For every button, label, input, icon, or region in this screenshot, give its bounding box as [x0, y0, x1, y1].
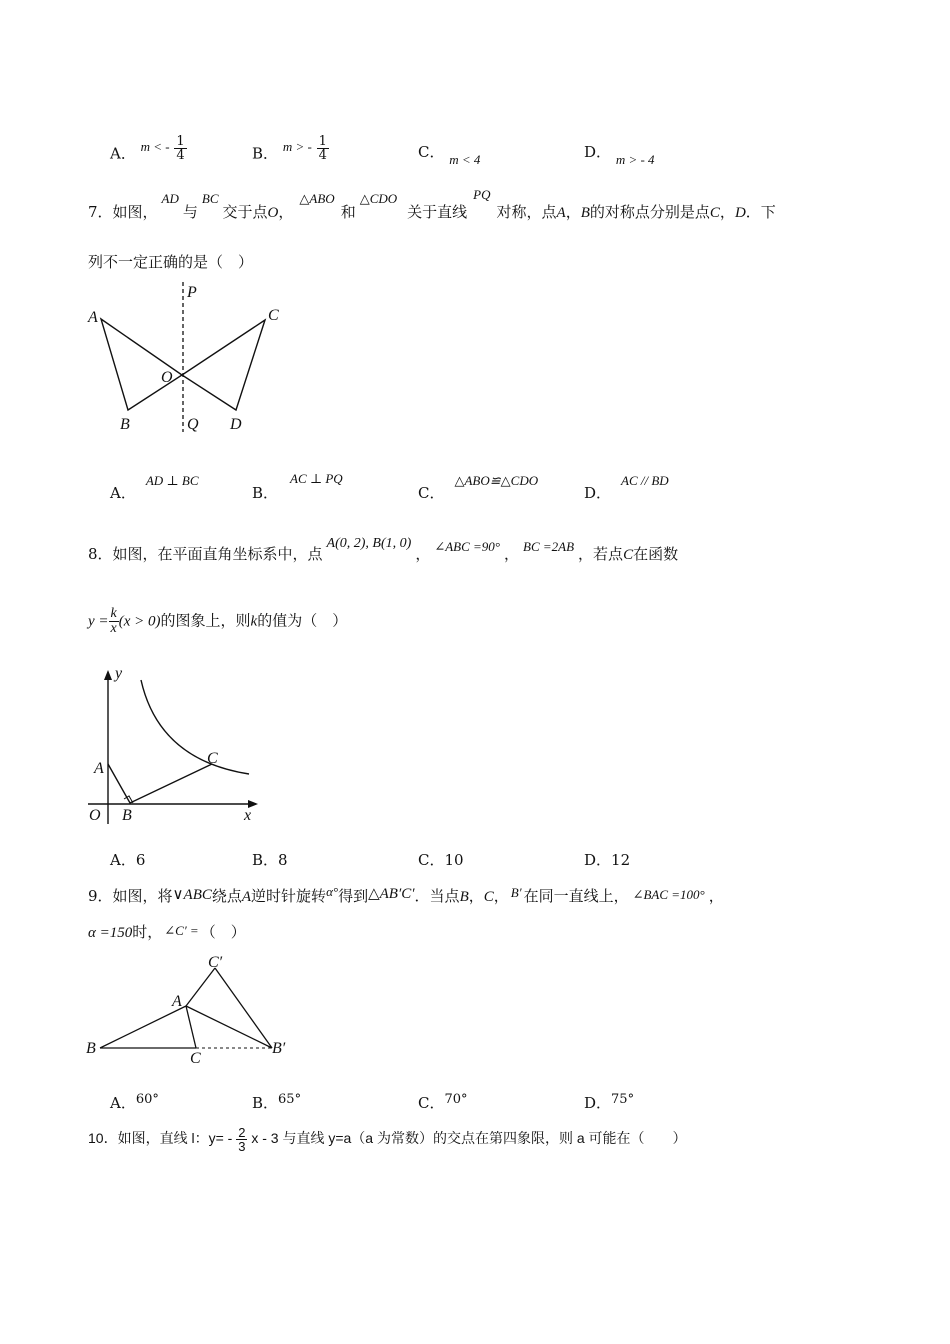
- q8-label-y: y: [115, 665, 123, 682]
- q9-segment-c1b1: [215, 968, 272, 1048]
- q7-stem-line2: 列不一定正确的是（ ）: [88, 253, 254, 271]
- q7-label-o: O: [161, 369, 173, 386]
- q7-triangle-abo: [101, 319, 182, 410]
- q7-label-c: C: [268, 307, 279, 324]
- q6-option-a: A． m < - $\frac{1}{4}$: [110, 134, 185, 163]
- q9-option-a: A．60°: [110, 1092, 159, 1112]
- q9-figure: [84, 952, 294, 1070]
- q8-label-a: A: [94, 760, 104, 777]
- q8-label-b: B: [122, 807, 132, 824]
- q9-option-d: D．75°: [584, 1092, 635, 1112]
- q9-label-a: A: [172, 993, 182, 1010]
- q7-triangle-cdo: [182, 320, 265, 410]
- q7-label-d: D: [230, 416, 242, 433]
- q9-label-b: B: [86, 1040, 96, 1057]
- q7-option-b: B．AC ⊥ PQ: [252, 471, 343, 502]
- q8-option-c: C．10: [418, 851, 464, 869]
- q7-figure: [84, 278, 284, 438]
- q9-segment-ab1: [186, 1006, 272, 1048]
- q9-label-b1: B′: [272, 1040, 286, 1057]
- q8-stem-line2: y = $\frac{k}{x}$ (x > 0)的图象上，则k的值为（ ）: [88, 606, 348, 636]
- q8-label-c: C: [207, 750, 218, 767]
- q8-label-o: O: [89, 807, 101, 824]
- q8-y-arrow: [104, 670, 112, 680]
- q7-option-d: D．AC // BD: [584, 473, 669, 502]
- q8-hyperbola: [141, 680, 249, 774]
- q8-option-d: D．12: [584, 851, 631, 869]
- q7-option-a: A．AD ⊥ BC: [110, 473, 199, 502]
- q8-option-a: A．6: [110, 851, 146, 869]
- q9-label-c: C: [190, 1050, 201, 1067]
- q9-stem-line1: 9．如图，将∨ABC绕点A逆时针旋转α°得到△AB′C′．当点B，C， B′ 在同一直线上， ∠BAC =100° ，: [88, 884, 724, 905]
- q7-stem-line1: 7．如图，AD与BC交于点O，△ABO和△CDO关于直线PQ对称，点A，B的对称点分别是点C，D．下: [88, 187, 776, 221]
- q9-segment-ac1: [186, 968, 215, 1006]
- q6-option-d: D． m > - 4: [584, 143, 655, 167]
- q7-option-c: C．△ABO≌△CDO: [418, 473, 539, 502]
- q9-option-b: B．65°: [252, 1092, 302, 1112]
- q8-label-x: x: [244, 807, 252, 824]
- q8-stem-line1: 8．如图，在平面直角坐标系中，点A(0, 2), B(1, 0)， ∠ABC =90° ， BC =2AB ，若点C在函数: [88, 536, 679, 563]
- q9-segment-ac: [186, 1006, 196, 1048]
- question-10: 10．如图，直线 l：y= - $\frac{2}{3}$ x - 3 与直线 y=a（a 为常数）的交点在第四象限，则 a 可能在（ ）: [88, 1125, 687, 1154]
- q9-stem-line2: α =150时， ∠C′ = （ ）: [88, 923, 246, 941]
- q9-option-c: C．70°: [418, 1092, 468, 1112]
- q8-polyline-abc: [108, 764, 212, 803]
- q8-figure: [84, 660, 274, 830]
- q7-label-b: B: [120, 416, 130, 433]
- q9-segment-ab: [100, 1006, 186, 1048]
- q6-option-b: B． m > - $\frac{1}{4}$: [252, 134, 327, 163]
- q6-option-c: C． m < 4: [418, 143, 481, 167]
- q7-label-q: Q: [187, 416, 199, 433]
- q7-label-p: P: [187, 284, 197, 301]
- q7-label-a: A: [88, 309, 98, 326]
- q9-label-c1: C′: [208, 954, 223, 971]
- q8-option-b: B．8: [252, 851, 288, 869]
